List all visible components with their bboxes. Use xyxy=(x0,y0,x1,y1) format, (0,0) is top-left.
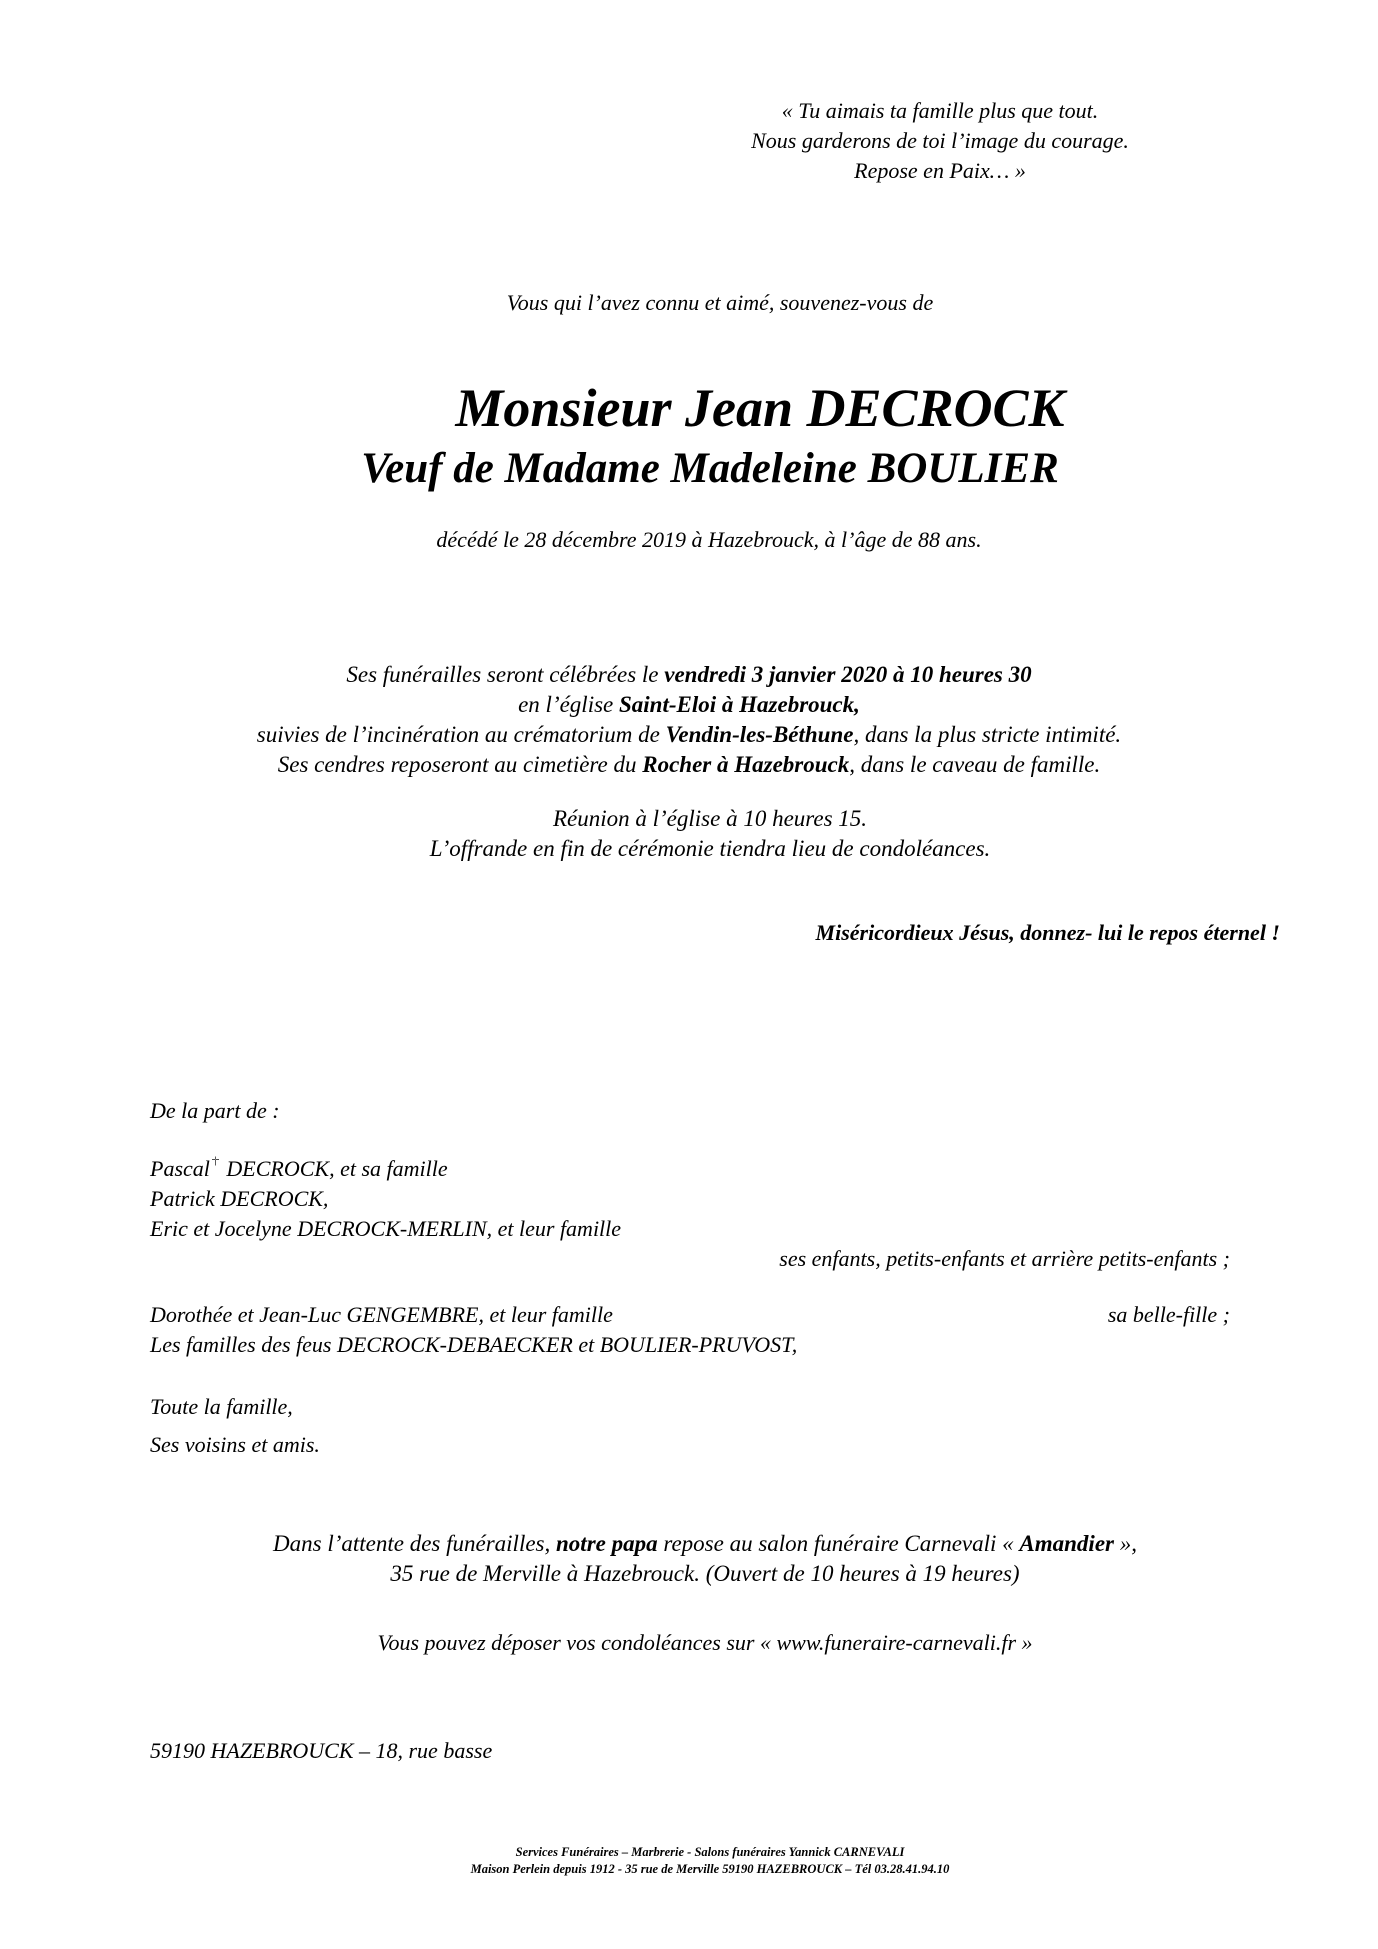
salon-line: 35 rue de Merville à Hazebrouck. (Ouvert de 10 heures à 19 heures) xyxy=(390,1561,1020,1586)
from-label: De la part de : xyxy=(150,1098,280,1123)
funeral-line xyxy=(140,750,1238,780)
footer-line: Maison Perlein depuis 1912 - 35 rue de Merville 59190 HAZEBROUCK – Tél 03.28.41.94.10 xyxy=(470,1862,950,1876)
funeral-text: en l’église xyxy=(518,692,619,717)
family-member-firstname: Pascal xyxy=(150,1156,210,1181)
family-member: Les familles des feus DECROCK-DEBAECKER et BOULIER-PRUVOST, xyxy=(150,1332,798,1357)
salon-room-name: Amandier xyxy=(1019,1531,1114,1556)
funeral-text: Ses funérailles seront célébrées le xyxy=(346,662,665,687)
funeral-home-footer xyxy=(300,1844,1120,1878)
epigraph-line: Repose en Paix… » xyxy=(854,158,1026,183)
church-name: Saint-Eloi à Hazebrouck, xyxy=(619,692,860,717)
death-notice: décédé le 28 décembre 2019 à Hazebrouck, à l’âge de 88 ans. xyxy=(436,527,982,552)
relation-daughter-in-law: sa belle-fille ; xyxy=(1107,1302,1230,1327)
funeral-line xyxy=(140,690,1238,720)
gathering-line: L’offrande en fin de cérémonie tiendra lieu de condoléances. xyxy=(429,836,991,861)
funeral-text: suivies de l’incinération au crématorium de xyxy=(256,722,666,747)
prayer-line: Miséricordieux Jésus, donnez- lui le repos éternel ! xyxy=(815,920,1280,945)
funeral-text: , dans la plus stricte intimité. xyxy=(853,722,1122,747)
family-member: Dorothée et Jean-Luc GENGEMBRE, et leur famille xyxy=(150,1302,613,1327)
relation-children: ses enfants, petits-enfants et arrière petits-enfants ; xyxy=(779,1246,1230,1271)
gathering-info xyxy=(300,804,1120,864)
family-member-rest: DECROCK, et sa famille xyxy=(220,1156,448,1181)
address-line: 59190 HAZEBROUCK – 18, rue basse xyxy=(150,1738,493,1763)
family-member: Patrick DECROCK, xyxy=(150,1186,329,1211)
salon-bold: notre papa xyxy=(556,1531,658,1556)
epigraph-line: « Tu aimais ta famille plus que tout. xyxy=(781,98,1099,123)
salon-text: Dans l’attente des funérailles, xyxy=(273,1531,557,1556)
gathering-line: Réunion à l’église à 10 heures 15. xyxy=(552,806,868,831)
funeral-text: , dans le caveau de famille. xyxy=(849,752,1101,777)
salon-text: repose au salon funéraire Carnevali « xyxy=(657,1531,1020,1556)
funeral-date: vendredi 3 janvier 2020 à 10 heures 30 xyxy=(664,662,1032,687)
salon-info xyxy=(180,1529,1230,1589)
family-member xyxy=(150,1154,621,1184)
salon-line xyxy=(180,1529,1230,1559)
funeral-line xyxy=(140,720,1238,750)
condolences-note: Vous pouvez déposer vos condoléances sur « www.funeraire-carnevali.fr » xyxy=(377,1630,1033,1655)
family-group-children xyxy=(150,1154,621,1244)
spouse-line: Veuf de Madame Madeleine BOULIER xyxy=(361,445,1059,492)
funeral-line xyxy=(140,660,1238,690)
family-member: Ses voisins et amis. xyxy=(150,1432,320,1457)
cross-icon xyxy=(211,1156,220,1166)
deceased-name: Monsieur Jean DECROCK xyxy=(455,378,1065,438)
footer-line: Services Funéraires – Marbrerie - Salons funéraires Yannick CARNEVALI xyxy=(515,1845,905,1859)
epigraph-line: Nous garderons de toi l’image du courage. xyxy=(751,128,1129,153)
family-member: Eric et Jocelyne DECROCK-MERLIN, et leur famille xyxy=(150,1216,622,1241)
crematorium-name: Vendin-les-Béthune xyxy=(665,722,854,747)
epigraph-quote xyxy=(680,96,1200,186)
family-member: Toute la famille, xyxy=(150,1394,293,1419)
funeral-text: Ses cendres reposeront au cimetière du xyxy=(277,752,643,777)
intro-text: Vous qui l’avez connu et aimé, souvenez-vous de xyxy=(506,290,934,315)
salon-text: », xyxy=(1113,1531,1137,1556)
cemetery-name: Rocher à Hazebrouck xyxy=(642,752,850,777)
funeral-details xyxy=(140,660,1238,780)
